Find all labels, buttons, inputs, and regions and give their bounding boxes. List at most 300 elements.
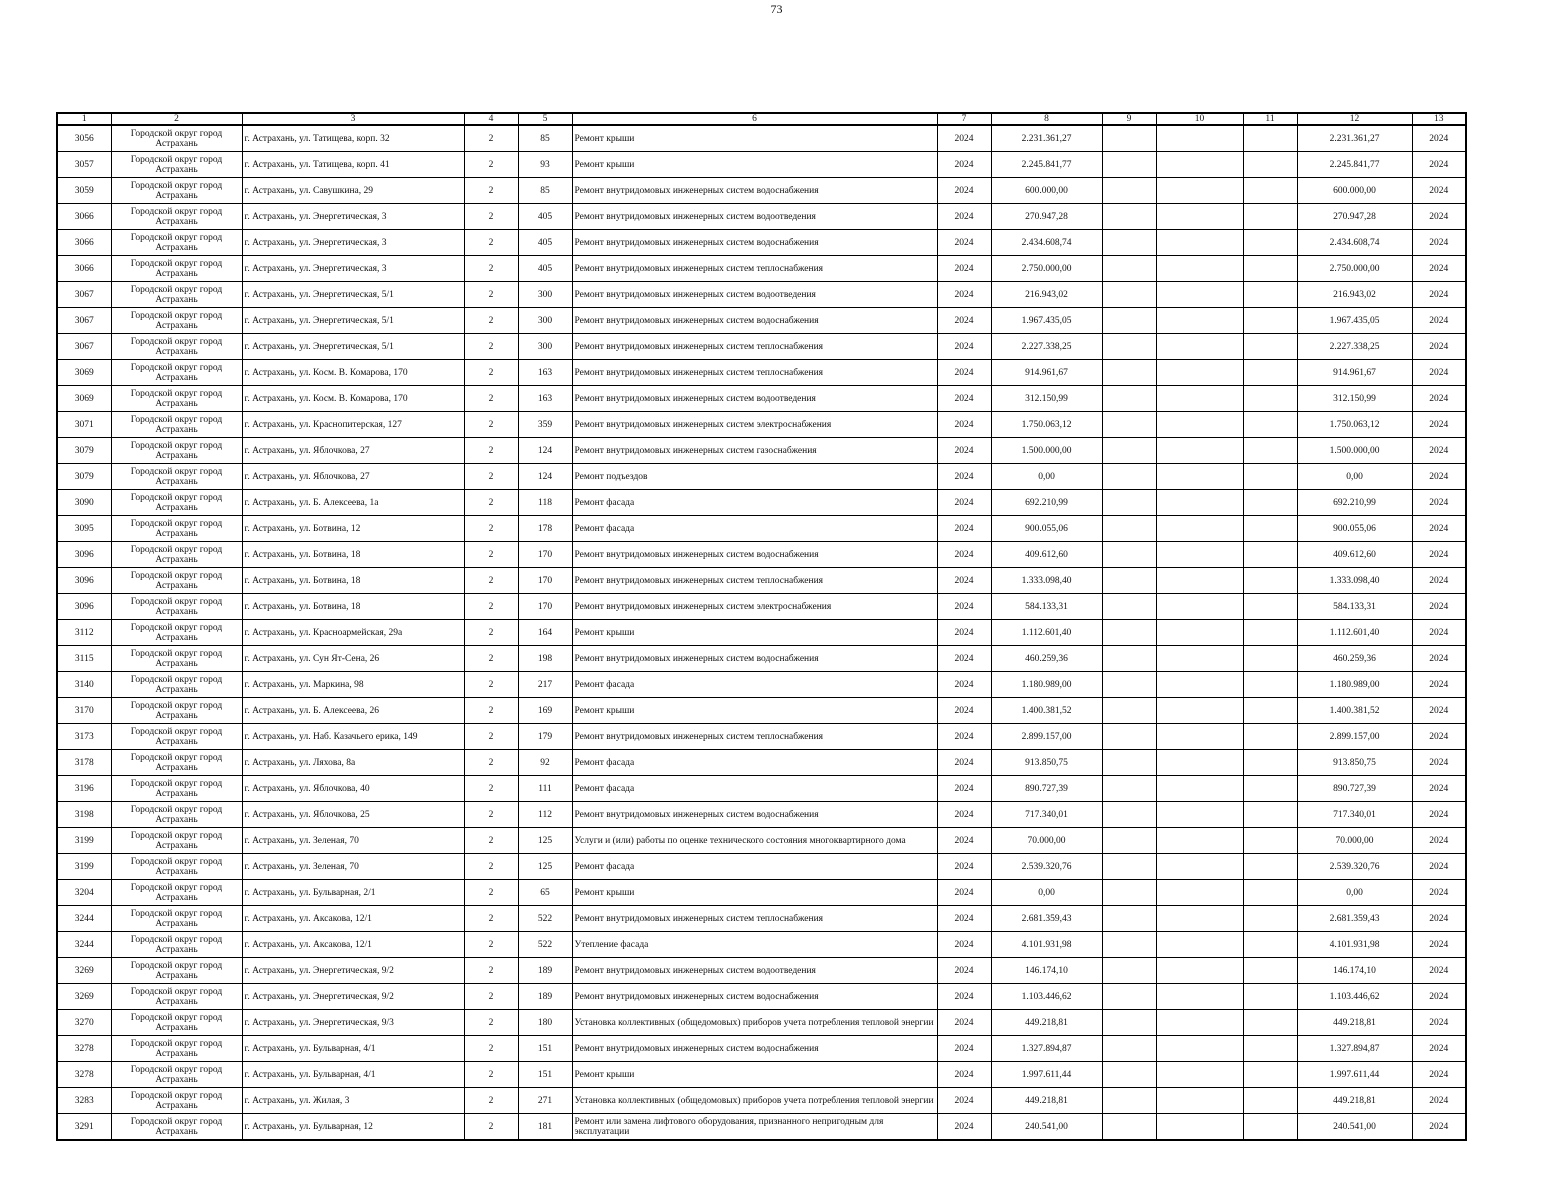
municipality-cell: Городской округ город Астрахань: [111, 620, 242, 646]
row-number-cell: 3173: [57, 724, 111, 750]
total-cost-cell: 449.218,81: [991, 1010, 1102, 1036]
row-number-cell: 3056: [57, 125, 111, 152]
col-9-value-cell: [1102, 125, 1156, 152]
fund-cost-cell: 717.340,01: [1297, 802, 1412, 828]
total-cost-cell: 914.961,67: [991, 360, 1102, 386]
work-type-cell: Ремонт внутридомовых инженерных систем газоснабжения: [572, 438, 937, 464]
total-cost-cell: 409.612,60: [991, 542, 1102, 568]
total-cost-cell: 1.750.063,12: [991, 412, 1102, 438]
col-9-value-cell: [1102, 256, 1156, 282]
column-header: 13: [1412, 113, 1466, 125]
year-cell: 2024: [937, 698, 991, 724]
table-row: [57, 594, 1466, 620]
col-4-value-cell: 2: [464, 334, 518, 360]
col-4-value-cell: 2: [464, 438, 518, 464]
year-cell: 2024: [937, 594, 991, 620]
municipality-cell: Городской округ город Астрахань: [111, 178, 242, 204]
address-cell: г. Астрахань, ул. Сун Ят-Сена, 26: [242, 646, 464, 672]
col-5-value-cell: 112: [518, 802, 572, 828]
year-cell: 2024: [937, 542, 991, 568]
col-5-value-cell: 189: [518, 958, 572, 984]
municipality-cell: Городской округ город Астрахань: [111, 230, 242, 256]
completion-year-cell: 2024: [1412, 178, 1466, 204]
fund-cost-cell: 1.997.611,44: [1297, 1062, 1412, 1088]
municipality-cell: Городской округ город Астрахань: [111, 282, 242, 308]
address-cell: г. Астрахань, ул. Энергетическая, 9/2: [242, 984, 464, 1010]
municipality-cell: Городской округ город Астрахань: [111, 594, 242, 620]
col-10-value-cell: [1156, 308, 1243, 334]
col-9-value-cell: [1102, 308, 1156, 334]
total-cost-cell: 1.500.000,00: [991, 438, 1102, 464]
work-type-cell: Ремонт внутридомовых инженерных систем теплоснабжения: [572, 724, 937, 750]
col-11-value-cell: [1243, 1114, 1297, 1141]
work-type-cell: Ремонт внутридомовых инженерных систем водоснабжения: [572, 308, 937, 334]
address-cell: г. Астрахань, ул. Энергетическая, 3: [242, 256, 464, 282]
col-9-value-cell: [1102, 698, 1156, 724]
col-4-value-cell: 2: [464, 386, 518, 412]
year-cell: 2024: [937, 282, 991, 308]
col-9-value-cell: [1102, 568, 1156, 594]
completion-year-cell: 2024: [1412, 386, 1466, 412]
col-10-value-cell: [1156, 438, 1243, 464]
col-11-value-cell: [1243, 594, 1297, 620]
col-9-value-cell: [1102, 802, 1156, 828]
col-5-value-cell: 522: [518, 906, 572, 932]
col-9-value-cell: [1102, 776, 1156, 802]
work-type-cell: Ремонт внутридомовых инженерных систем водоснабжения: [572, 646, 937, 672]
table-row: [57, 438, 1466, 464]
col-9-value-cell: [1102, 984, 1156, 1010]
total-cost-cell: 1.967.435,05: [991, 308, 1102, 334]
col-9-value-cell: [1102, 854, 1156, 880]
table-row: [57, 152, 1466, 178]
fund-cost-cell: 2.750.000,00: [1297, 256, 1412, 282]
work-type-cell: Ремонт крыши: [572, 152, 937, 178]
col-9-value-cell: [1102, 490, 1156, 516]
col-11-value-cell: [1243, 958, 1297, 984]
column-header: 4: [464, 113, 518, 125]
completion-year-cell: 2024: [1412, 1114, 1466, 1141]
col-9-value-cell: [1102, 724, 1156, 750]
col-5-value-cell: 405: [518, 204, 572, 230]
work-type-cell: Ремонт подъездов: [572, 464, 937, 490]
col-10-value-cell: [1156, 178, 1243, 204]
municipality-cell: Городской округ город Астрахань: [111, 152, 242, 178]
fund-cost-cell: 2.245.841,77: [1297, 152, 1412, 178]
col-9-value-cell: [1102, 932, 1156, 958]
col-10-value-cell: [1156, 776, 1243, 802]
col-10-value-cell: [1156, 854, 1243, 880]
row-number-cell: 3199: [57, 828, 111, 854]
address-cell: г. Астрахань, ул. Жилая, 3: [242, 1088, 464, 1114]
col-4-value-cell: 2: [464, 516, 518, 542]
total-cost-cell: 2.434.608,74: [991, 230, 1102, 256]
work-type-cell: Ремонт внутридомовых инженерных систем водоснабжения: [572, 1036, 937, 1062]
work-type-cell: Ремонт внутридомовых инженерных систем водоснабжения: [572, 230, 937, 256]
fund-cost-cell: 2.539.320,76: [1297, 854, 1412, 880]
year-cell: 2024: [937, 958, 991, 984]
col-5-value-cell: 163: [518, 360, 572, 386]
completion-year-cell: 2024: [1412, 125, 1466, 152]
col-11-value-cell: [1243, 672, 1297, 698]
col-4-value-cell: 2: [464, 594, 518, 620]
col-11-value-cell: [1243, 516, 1297, 542]
total-cost-cell: 717.340,01: [991, 802, 1102, 828]
work-type-cell: Ремонт крыши: [572, 1062, 937, 1088]
address-cell: г. Астрахань, ул. Аксакова, 12/1: [242, 906, 464, 932]
work-type-cell: Ремонт внутридомовых инженерных систем теплоснабжения: [572, 906, 937, 932]
col-10-value-cell: [1156, 490, 1243, 516]
year-cell: 2024: [937, 1010, 991, 1036]
page-number: 73: [770, 2, 783, 16]
fund-cost-cell: 890.727,39: [1297, 776, 1412, 802]
year-cell: 2024: [937, 984, 991, 1010]
fund-cost-cell: 1.500.000,00: [1297, 438, 1412, 464]
col-4-value-cell: 2: [464, 1010, 518, 1036]
year-cell: 2024: [937, 438, 991, 464]
col-10-value-cell: [1156, 750, 1243, 776]
table-row: [57, 1114, 1466, 1141]
col-10-value-cell: [1156, 802, 1243, 828]
year-cell: 2024: [937, 724, 991, 750]
row-number-cell: 3096: [57, 568, 111, 594]
row-number-cell: 3270: [57, 1010, 111, 1036]
col-11-value-cell: [1243, 724, 1297, 750]
table-row: [57, 204, 1466, 230]
fund-cost-cell: 2.434.608,74: [1297, 230, 1412, 256]
col-5-value-cell: 125: [518, 828, 572, 854]
fund-cost-cell: 312.150,99: [1297, 386, 1412, 412]
table-row: [57, 178, 1466, 204]
table-row: [57, 542, 1466, 568]
work-type-cell: Ремонт внутридомовых инженерных систем водоотведения: [572, 386, 937, 412]
table-row: [57, 386, 1466, 412]
col-9-value-cell: [1102, 828, 1156, 854]
col-11-value-cell: [1243, 984, 1297, 1010]
work-type-cell: Ремонт внутридомовых инженерных систем водоснабжения: [572, 984, 937, 1010]
col-9-value-cell: [1102, 1036, 1156, 1062]
address-cell: г. Астрахань, ул. Яблочкова, 40: [242, 776, 464, 802]
col-4-value-cell: 2: [464, 152, 518, 178]
total-cost-cell: 2.750.000,00: [991, 256, 1102, 282]
column-header: 3: [242, 113, 464, 125]
col-5-value-cell: 85: [518, 125, 572, 152]
col-5-value-cell: 300: [518, 282, 572, 308]
completion-year-cell: 2024: [1412, 360, 1466, 386]
col-5-value-cell: 65: [518, 880, 572, 906]
work-type-cell: Ремонт фасада: [572, 750, 937, 776]
col-11-value-cell: [1243, 282, 1297, 308]
total-cost-cell: 913.850,75: [991, 750, 1102, 776]
total-cost-cell: 2.681.359,43: [991, 906, 1102, 932]
municipality-cell: Городской округ город Астрахань: [111, 750, 242, 776]
address-cell: г. Астрахань, ул. Энергетическая, 5/1: [242, 334, 464, 360]
col-9-value-cell: [1102, 412, 1156, 438]
year-cell: 2024: [937, 750, 991, 776]
col-9-value-cell: [1102, 646, 1156, 672]
row-number-cell: 3066: [57, 204, 111, 230]
address-cell: г. Астрахань, ул. Савушкина, 29: [242, 178, 464, 204]
col-11-value-cell: [1243, 125, 1297, 152]
table-row: [57, 1088, 1466, 1114]
work-type-cell: Ремонт крыши: [572, 125, 937, 152]
fund-cost-cell: 409.612,60: [1297, 542, 1412, 568]
year-cell: 2024: [937, 1114, 991, 1141]
work-type-cell: Ремонт внутридомовых инженерных систем теплоснабжения: [572, 360, 937, 386]
completion-year-cell: 2024: [1412, 828, 1466, 854]
row-number-cell: 3067: [57, 334, 111, 360]
col-5-value-cell: 271: [518, 1088, 572, 1114]
col-4-value-cell: 2: [464, 1036, 518, 1062]
completion-year-cell: 2024: [1412, 1088, 1466, 1114]
fund-cost-cell: 2.231.361,27: [1297, 125, 1412, 152]
year-cell: 2024: [937, 256, 991, 282]
address-cell: г. Астрахань, ул. Наб. Казачьего ерика, 149: [242, 724, 464, 750]
address-cell: г. Астрахань, ул. Энергетическая, 5/1: [242, 308, 464, 334]
row-number-cell: 3115: [57, 646, 111, 672]
total-cost-cell: 584.133,31: [991, 594, 1102, 620]
total-cost-cell: 600.000,00: [991, 178, 1102, 204]
col-10-value-cell: [1156, 984, 1243, 1010]
year-cell: 2024: [937, 854, 991, 880]
year-cell: 2024: [937, 802, 991, 828]
col-4-value-cell: 2: [464, 932, 518, 958]
municipality-cell: Городской округ город Астрахань: [111, 906, 242, 932]
row-number-cell: 3095: [57, 516, 111, 542]
municipality-cell: Городской округ город Астрахань: [111, 1088, 242, 1114]
fund-cost-cell: 270.947,28: [1297, 204, 1412, 230]
table-row: [57, 984, 1466, 1010]
address-cell: г. Астрахань, ул. Косм. В. Комарова, 170: [242, 386, 464, 412]
col-11-value-cell: [1243, 880, 1297, 906]
table-header-row: [57, 113, 1466, 125]
completion-year-cell: 2024: [1412, 698, 1466, 724]
col-5-value-cell: 300: [518, 308, 572, 334]
completion-year-cell: 2024: [1412, 880, 1466, 906]
fund-cost-cell: 216.943,02: [1297, 282, 1412, 308]
total-cost-cell: 240.541,00: [991, 1114, 1102, 1141]
year-cell: 2024: [937, 178, 991, 204]
table-row: [57, 1062, 1466, 1088]
capital-repair-table: [56, 112, 1467, 1141]
municipality-cell: Городской округ город Астрахань: [111, 828, 242, 854]
total-cost-cell: 2.227.338,25: [991, 334, 1102, 360]
col-11-value-cell: [1243, 308, 1297, 334]
work-type-cell: Ремонт фасада: [572, 854, 937, 880]
municipality-cell: Городской округ город Астрахань: [111, 516, 242, 542]
completion-year-cell: 2024: [1412, 802, 1466, 828]
col-11-value-cell: [1243, 854, 1297, 880]
fund-cost-cell: 2.681.359,43: [1297, 906, 1412, 932]
completion-year-cell: 2024: [1412, 646, 1466, 672]
col-10-value-cell: [1156, 412, 1243, 438]
address-cell: г. Астрахань, ул. Ботвина, 18: [242, 542, 464, 568]
col-4-value-cell: 2: [464, 1062, 518, 1088]
address-cell: г. Астрахань, ул. Татищева, корп. 32: [242, 125, 464, 152]
table-row: [57, 828, 1466, 854]
col-9-value-cell: [1102, 230, 1156, 256]
completion-year-cell: 2024: [1412, 750, 1466, 776]
table-row: [57, 256, 1466, 282]
table-row: [57, 724, 1466, 750]
total-cost-cell: 2.231.361,27: [991, 125, 1102, 152]
col-4-value-cell: 2: [464, 178, 518, 204]
col-9-value-cell: [1102, 282, 1156, 308]
fund-cost-cell: 600.000,00: [1297, 178, 1412, 204]
completion-year-cell: 2024: [1412, 334, 1466, 360]
table-row: [57, 125, 1466, 152]
work-type-cell: Ремонт внутридомовых инженерных систем теплоснабжения: [572, 256, 937, 282]
table-row: [57, 282, 1466, 308]
table-row: [57, 516, 1466, 542]
col-5-value-cell: 163: [518, 386, 572, 412]
col-9-value-cell: [1102, 906, 1156, 932]
address-cell: г. Астрахань, ул. Бульварная, 2/1: [242, 880, 464, 906]
municipality-cell: Городской округ город Астрахань: [111, 724, 242, 750]
address-cell: г. Астрахань, ул. Красноармейская, 29а: [242, 620, 464, 646]
completion-year-cell: 2024: [1412, 1062, 1466, 1088]
total-cost-cell: 692.210,99: [991, 490, 1102, 516]
completion-year-cell: 2024: [1412, 152, 1466, 178]
col-5-value-cell: 151: [518, 1036, 572, 1062]
col-4-value-cell: 2: [464, 776, 518, 802]
address-cell: г. Астрахань, ул. Яблочкова, 27: [242, 438, 464, 464]
work-type-cell: Ремонт фасада: [572, 490, 937, 516]
address-cell: г. Астрахань, ул. Зеленая, 70: [242, 854, 464, 880]
address-cell: г. Астрахань, ул. Бульварная, 12: [242, 1114, 464, 1141]
total-cost-cell: 900.055,06: [991, 516, 1102, 542]
completion-year-cell: 2024: [1412, 776, 1466, 802]
column-header: 5: [518, 113, 572, 125]
municipality-cell: Городской округ город Астрахань: [111, 1114, 242, 1141]
col-10-value-cell: [1156, 464, 1243, 490]
table-row: [57, 750, 1466, 776]
completion-year-cell: 2024: [1412, 958, 1466, 984]
address-cell: г. Астрахань, ул. Косм. В. Комарова, 170: [242, 360, 464, 386]
fund-cost-cell: 584.133,31: [1297, 594, 1412, 620]
fund-cost-cell: 2.899.157,00: [1297, 724, 1412, 750]
total-cost-cell: 890.727,39: [991, 776, 1102, 802]
col-9-value-cell: [1102, 152, 1156, 178]
completion-year-cell: 2024: [1412, 568, 1466, 594]
fund-cost-cell: 1.750.063,12: [1297, 412, 1412, 438]
col-11-value-cell: [1243, 698, 1297, 724]
table-row: [57, 230, 1466, 256]
col-11-value-cell: [1243, 568, 1297, 594]
col-4-value-cell: 2: [464, 984, 518, 1010]
col-4-value-cell: 2: [464, 464, 518, 490]
col-5-value-cell: 92: [518, 750, 572, 776]
col-4-value-cell: 2: [464, 646, 518, 672]
address-cell: г. Астрахань, ул. Бульварная, 4/1: [242, 1062, 464, 1088]
col-9-value-cell: [1102, 1114, 1156, 1141]
table-row: [57, 906, 1466, 932]
fund-cost-cell: 0,00: [1297, 464, 1412, 490]
col-10-value-cell: [1156, 386, 1243, 412]
work-type-cell: Ремонт фасада: [572, 516, 937, 542]
col-5-value-cell: 189: [518, 984, 572, 1010]
col-11-value-cell: [1243, 776, 1297, 802]
col-5-value-cell: 170: [518, 542, 572, 568]
column-header: 9: [1102, 113, 1156, 125]
municipality-cell: Городской округ город Астрахань: [111, 646, 242, 672]
work-type-cell: Ремонт внутридомовых инженерных систем водоотведения: [572, 204, 937, 230]
col-11-value-cell: [1243, 802, 1297, 828]
col-5-value-cell: 170: [518, 594, 572, 620]
col-11-value-cell: [1243, 230, 1297, 256]
col-5-value-cell: 170: [518, 568, 572, 594]
col-10-value-cell: [1156, 568, 1243, 594]
table-row: [57, 464, 1466, 490]
year-cell: 2024: [937, 125, 991, 152]
table-row: [57, 490, 1466, 516]
year-cell: 2024: [937, 464, 991, 490]
table-row: [57, 308, 1466, 334]
total-cost-cell: 2.539.320,76: [991, 854, 1102, 880]
col-11-value-cell: [1243, 1010, 1297, 1036]
work-type-cell: Услуги и (или) работы по оценке технического состояния многоквартирного дома: [572, 828, 937, 854]
municipality-cell: Городской округ город Астрахань: [111, 880, 242, 906]
col-4-value-cell: 2: [464, 620, 518, 646]
col-9-value-cell: [1102, 1010, 1156, 1036]
address-cell: г. Астрахань, ул. Ботвина, 18: [242, 568, 464, 594]
col-10-value-cell: [1156, 958, 1243, 984]
row-number-cell: 3199: [57, 854, 111, 880]
row-number-cell: 3269: [57, 958, 111, 984]
completion-year-cell: 2024: [1412, 1036, 1466, 1062]
col-10-value-cell: [1156, 256, 1243, 282]
year-cell: 2024: [937, 568, 991, 594]
address-cell: г. Астрахань, ул. Энергетическая, 9/3: [242, 1010, 464, 1036]
year-cell: 2024: [937, 412, 991, 438]
row-number-cell: 3112: [57, 620, 111, 646]
year-cell: 2024: [937, 620, 991, 646]
col-5-value-cell: 169: [518, 698, 572, 724]
table-row: [57, 880, 1466, 906]
col-11-value-cell: [1243, 1036, 1297, 1062]
row-number-cell: 3071: [57, 412, 111, 438]
col-9-value-cell: [1102, 386, 1156, 412]
year-cell: 2024: [937, 776, 991, 802]
fund-cost-cell: 460.259,36: [1297, 646, 1412, 672]
fund-cost-cell: 1.103.446,62: [1297, 984, 1412, 1010]
col-5-value-cell: 118: [518, 490, 572, 516]
municipality-cell: Городской округ город Астрахань: [111, 490, 242, 516]
col-4-value-cell: 2: [464, 906, 518, 932]
col-4-value-cell: 2: [464, 308, 518, 334]
col-9-value-cell: [1102, 464, 1156, 490]
fund-cost-cell: 914.961,67: [1297, 360, 1412, 386]
col-5-value-cell: 124: [518, 438, 572, 464]
municipality-cell: Городской округ город Астрахань: [111, 776, 242, 802]
municipality-cell: Городской округ город Астрахань: [111, 204, 242, 230]
table-row: [57, 698, 1466, 724]
col-10-value-cell: [1156, 594, 1243, 620]
col-5-value-cell: 178: [518, 516, 572, 542]
col-11-value-cell: [1243, 1062, 1297, 1088]
table-row: [57, 932, 1466, 958]
work-type-cell: Установка коллективных (общедомовых) приборов учета потребления тепловой энергии: [572, 1010, 937, 1036]
year-cell: 2024: [937, 1036, 991, 1062]
work-type-cell: Ремонт крыши: [572, 698, 937, 724]
completion-year-cell: 2024: [1412, 542, 1466, 568]
fund-cost-cell: 1.967.435,05: [1297, 308, 1412, 334]
col-9-value-cell: [1102, 750, 1156, 776]
municipality-cell: Городской округ город Астрахань: [111, 1036, 242, 1062]
col-10-value-cell: [1156, 1062, 1243, 1088]
row-number-cell: 3244: [57, 932, 111, 958]
table-row: [57, 1036, 1466, 1062]
